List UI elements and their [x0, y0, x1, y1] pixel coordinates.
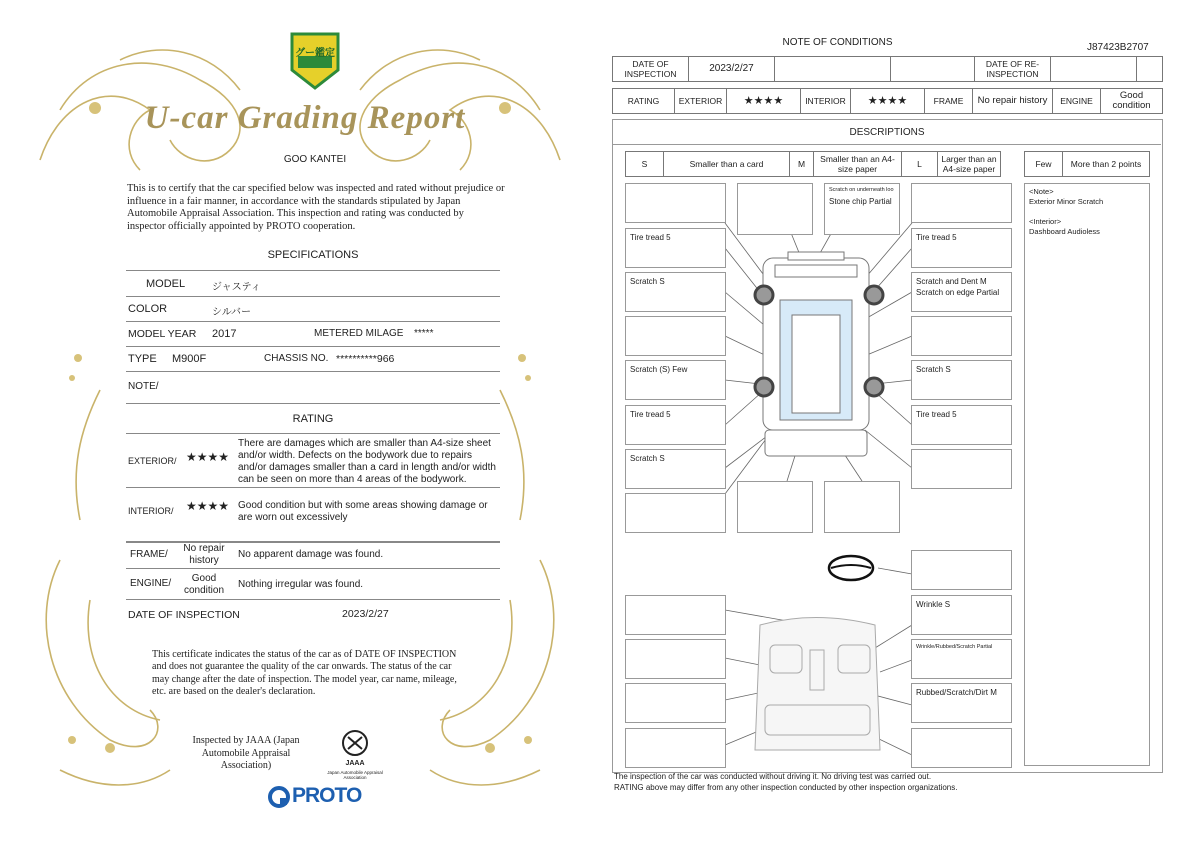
note-label: NOTE/	[128, 381, 159, 392]
engine-value: Good condition	[183, 573, 225, 596]
report-subtitle: GOO KANTEI	[283, 154, 347, 165]
condition-notes: <Note> Exterior Minor Scratch <Interior> Dashboard Audioless	[1024, 183, 1150, 766]
badge-text: グー鑑定	[295, 48, 335, 59]
model-year-value: 2017	[212, 328, 237, 340]
interior-stars: ★★★★	[851, 89, 925, 113]
engine-description: Nothing irregular was found.	[238, 579, 364, 590]
spec-row-note	[126, 372, 500, 404]
date-of-inspection-label: DATE OF INSPECTION	[613, 57, 689, 81]
specifications-heading: SPECIFICATIONS	[267, 249, 359, 261]
callout-left-5: Scratch (S) Few	[625, 360, 726, 400]
model-label: MODEL	[146, 278, 186, 290]
exterior-description: There are damages which are smaller than A4-size sheet and/or width. Defects on the bodywork due to repairs and/or damages smaller than a card in length and/or width can be seen on more than 4 areas of the bodywork.	[238, 438, 496, 485]
legend-l-desc: Larger than an A4-size paper	[941, 154, 997, 174]
rating-heading: RATING	[292, 413, 334, 425]
report-title: U-car Grading Report	[144, 100, 466, 136]
steering-wheel-icon	[829, 556, 873, 580]
color-value: シルバー	[212, 307, 252, 318]
frame-description: No apparent damage was found.	[238, 549, 384, 560]
goo-kantei-badge	[288, 30, 342, 92]
callout-steering	[911, 550, 1012, 590]
exterior-stars: ★★★★	[727, 89, 801, 113]
callout-right-1	[911, 183, 1012, 223]
frame-value: No repair history	[973, 89, 1053, 113]
callout-interior-right-1: Wrinkle S	[911, 595, 1012, 635]
spec-row-model	[126, 270, 500, 297]
callout-left-8	[625, 493, 726, 533]
callout-interior-left-2	[625, 639, 726, 679]
proto-logo-text: PROTO	[292, 784, 362, 807]
model-value: ジャスティ	[212, 282, 261, 293]
legend-s: S	[626, 152, 664, 176]
callout-left-6: Tire tread 5	[625, 405, 726, 445]
interior-description: Good condition but with some areas showing damage or are worn out excessively	[238, 500, 488, 523]
legend-m-desc: Smaller than an A4-size paper	[814, 152, 902, 176]
callout-top-1	[737, 183, 813, 235]
frame-value: No repair history	[183, 543, 225, 566]
legend-few: Few	[1025, 152, 1063, 176]
callout-right-2: Tire tread 5	[911, 228, 1012, 268]
callout-left-4	[625, 316, 726, 356]
exterior-label: EXTERIOR	[675, 89, 727, 113]
color-label: COLOR	[128, 303, 168, 315]
callout-top-2	[824, 183, 900, 235]
footer-note-1: The inspection of the car was conducted without driving it. No driving test was carried out.	[614, 772, 932, 781]
callout-right-5: Scratch S	[911, 360, 1012, 400]
interior-label: INTERIOR/	[128, 506, 174, 516]
jaaa-logo	[316, 727, 394, 779]
callout-right-7	[911, 449, 1012, 489]
callout-interior-left-4	[625, 728, 726, 768]
callout-left-1	[625, 183, 726, 223]
spec-row-type	[126, 347, 500, 372]
jaaa-logo-text: JAAA	[345, 760, 365, 767]
jaaa-caption: Japan Automobile Appraisal Association	[327, 770, 383, 780]
engine-value: Good condition	[1112, 90, 1151, 111]
model-year-label: MODEL YEAR	[128, 328, 197, 340]
rating-label: RATING	[613, 89, 675, 113]
legend-l: L	[902, 152, 938, 176]
rating-row-interior	[126, 488, 500, 542]
callout-left-2: Tire tread 5	[625, 228, 726, 268]
callout-right-4	[911, 316, 1012, 356]
date-of-inspection-value: 2023/2/27	[342, 608, 389, 620]
type-value: M900F	[172, 353, 207, 365]
callout-interior-left-3	[625, 683, 726, 723]
engine-label: ENGINE/	[130, 578, 172, 589]
spec-row-color	[126, 297, 500, 322]
callout-left-3: Scratch S	[625, 272, 726, 312]
certification-intro: This is to certify that the car specified below was inspected and rated without prejudice or influence in a fair manner, in accordance with the standards stipulated by Japan Automobile Appraisal Association. This inspection and rating was conducted by inspector officially appointed by PROTO cooperation.	[127, 183, 505, 232]
conditions-title: NOTE OF CONDITIONS	[782, 37, 893, 48]
metered-milage-label: METERED MILAGE	[314, 328, 404, 339]
rating-row-exterior	[126, 433, 500, 488]
callout-bottom-1	[737, 481, 813, 533]
callout-top-2-small: Scratch on underneath loo	[829, 187, 894, 193]
jaaa-emblem-icon	[316, 727, 394, 761]
date-of-inspection-value: 2023/2/27	[689, 57, 775, 81]
exterior-stars: ★★★★	[186, 450, 230, 464]
footer-note-2: RATING above may differ from any other inspection conducted by other inspection organizations.	[614, 783, 958, 792]
callout-right-3: Scratch and Dent M Scratch on edge Partial	[911, 272, 1012, 312]
callout-interior-right-2: Wrinkle/Rubbed/Scratch Partial	[911, 639, 1012, 679]
callout-interior-left-1	[625, 595, 726, 635]
legend-s-desc: Smaller than a card	[664, 152, 790, 176]
callout-top-2-text: Stone chip Partial	[829, 197, 892, 206]
legend-few-desc: More than 2 points	[1070, 159, 1142, 169]
certificate-disclaimer: This certificate indicates the status of the car as of DATE OF INSPECTION and does not guarantee the quality of the car onwards. The status of the car may change after the date of inspection. The model year, car name, mileage, etc. are based on the dealer's declaration.	[152, 649, 457, 697]
spec-row-model-year	[126, 322, 500, 347]
callout-left-7: Scratch S	[625, 449, 726, 489]
date-of-inspection-label: DATE OF INSPECTION	[128, 609, 240, 621]
frame-label: FRAME	[925, 89, 973, 113]
frame-label: FRAME/	[130, 549, 168, 560]
exterior-label: EXTERIOR/	[128, 456, 177, 466]
callout-interior-right-4	[911, 728, 1012, 768]
chassis-label: CHASSIS NO.	[264, 353, 329, 364]
callout-bottom-2	[824, 481, 900, 533]
legend-m: M	[790, 152, 814, 176]
type-label: TYPE	[128, 353, 157, 365]
proto-logo	[268, 784, 372, 810]
rating-row-frame	[126, 542, 500, 569]
document-id: J87423B2707	[1087, 42, 1149, 53]
interior-stars: ★★★★	[186, 499, 230, 513]
callout-right-6: Tire tread 5	[911, 405, 1012, 445]
date-of-inspection-row	[126, 600, 500, 628]
interior-label: INTERIOR	[801, 89, 851, 113]
chassis-value: **********966	[336, 353, 395, 365]
descriptions-heading: DESCRIPTIONS	[613, 120, 1161, 145]
rating-row-engine	[126, 569, 500, 600]
inspected-by-text: Inspected by JAAA (Japan Automobile Appraisal Association)	[192, 735, 300, 771]
reinspection-label: DATE OF RE-INSPECTION	[975, 57, 1051, 81]
metered-milage-value: *****	[414, 328, 434, 339]
engine-label: ENGINE	[1053, 89, 1101, 113]
proto-mark-icon	[268, 786, 290, 808]
note-of-conditions	[600, 0, 1200, 848]
callout-interior-right-3: Rubbed/Scratch/Dirt M	[911, 683, 1012, 723]
